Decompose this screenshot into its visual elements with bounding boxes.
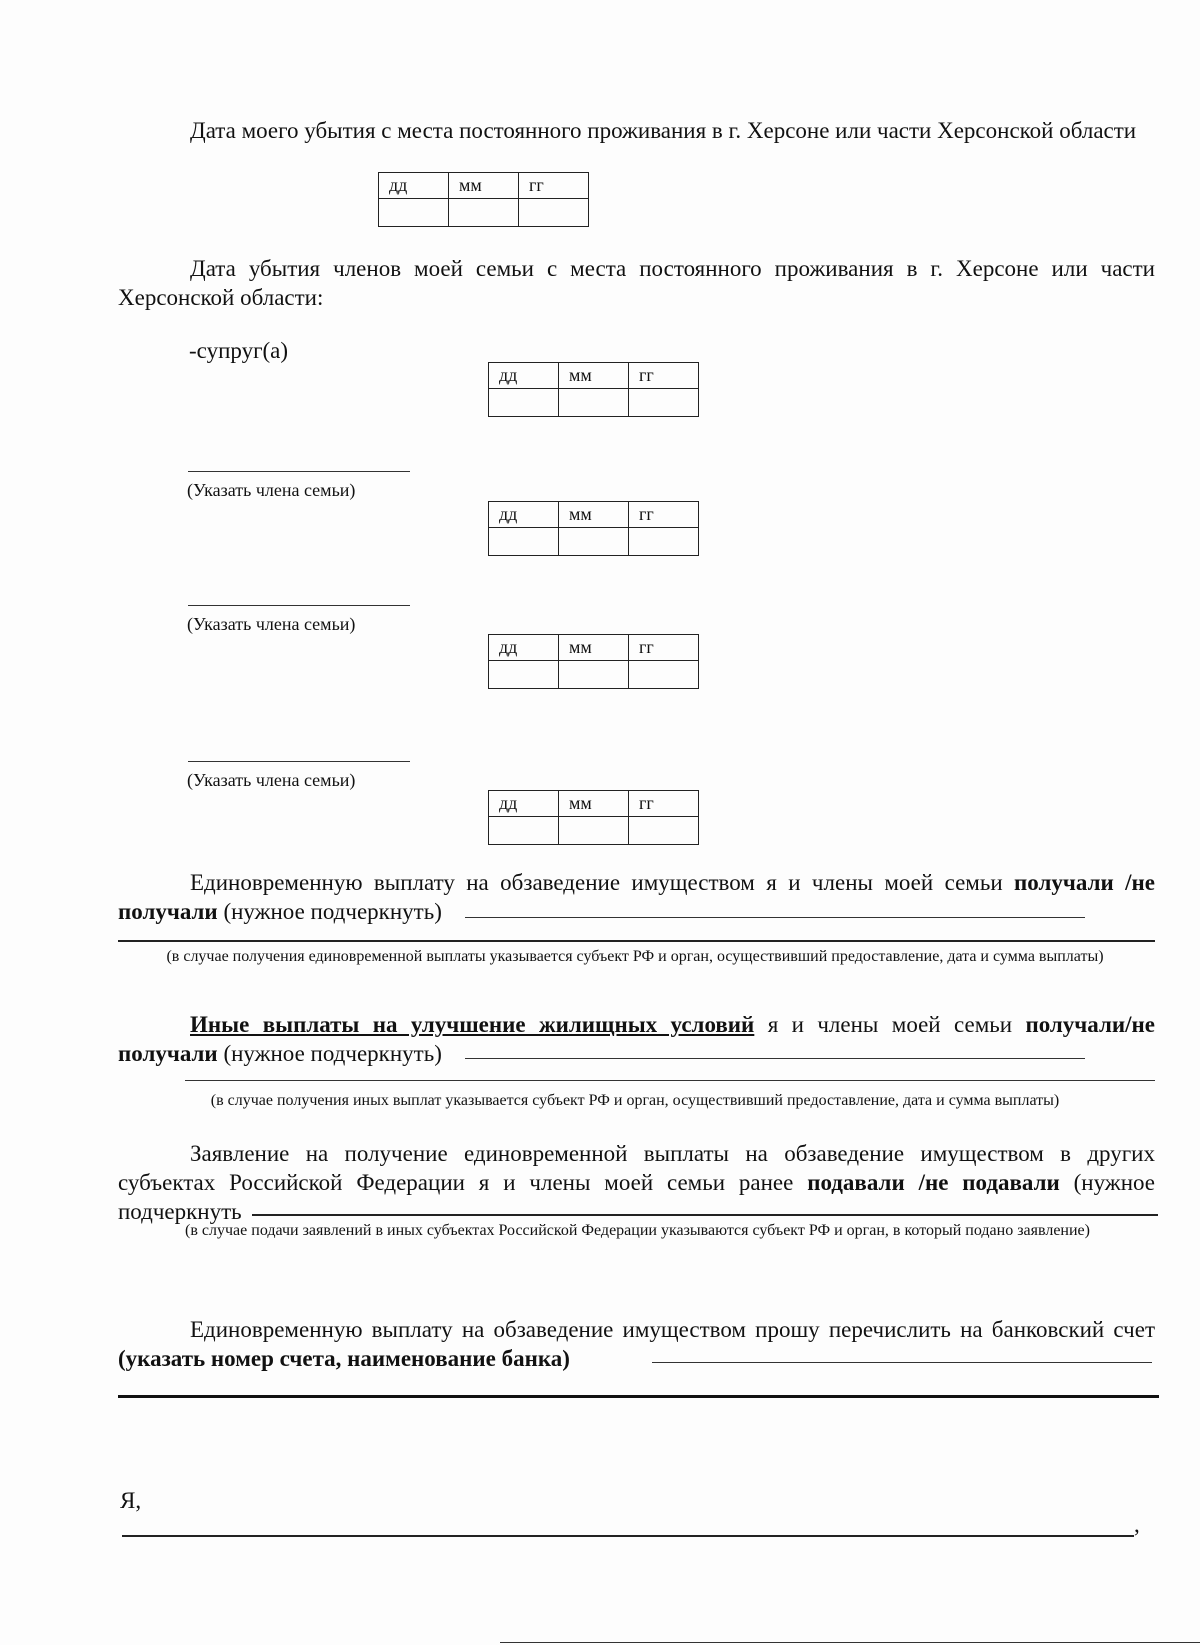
lump-sum-choice[interactable]: получали /не получали [118,870,1155,924]
family-member-1-label: (Указать члена семьи) [187,480,356,500]
date-year-header: гг [629,502,699,528]
date-month-header: мм [559,363,629,389]
application-text-start: Заявление на получение единовременной выплаты на обзаведение имуществом в других субъектах Российской Федерации я и члены моей семьи ранее [118,1141,1155,1195]
date-day-header: дд [489,635,559,661]
date-month-cell[interactable] [559,661,629,689]
date-day-header: дд [379,173,449,199]
own-departure-text: Дата моего убытия с места постоянного проживания в г. Херсоне или части Херсонской области [190,118,1137,143]
date-day-header: дд [489,363,559,389]
date-year-cell[interactable] [629,817,699,845]
date-day-header: дд [489,502,559,528]
family-member-2-label: (Указать члена семьи) [187,614,356,634]
own-departure-paragraph [118,116,1155,145]
date-month-cell[interactable] [559,528,629,556]
date-year-cell[interactable] [629,528,699,556]
other-payments-answer-line-2[interactable] [185,1080,1155,1081]
date-month-cell[interactable] [559,389,629,417]
family-member-1-date-table [488,501,699,556]
declarant-label: Я, [120,1488,142,1513]
date-day-cell[interactable] [489,528,559,556]
family-member-1-line[interactable] [188,471,410,472]
application-text-end: (нужное подчеркнуть [118,1170,1155,1224]
bank-paragraph [118,1315,1155,1373]
lump-sum-note: (в случае получения единовременной выплаты указывается субъект РФ и орган, осуществивший предоставление, дата и сумма выплаты) [166,948,1104,965]
date-day-cell[interactable] [489,389,559,417]
lump-sum-answer-line-2[interactable] [118,940,1155,942]
date-month-header: мм [559,502,629,528]
date-year-cell[interactable] [629,389,699,417]
date-month-cell[interactable] [559,817,629,845]
other-payments-paragraph [118,1010,1155,1068]
other-payments-heading: Иные выплаты на улучшение жилищных условий [190,1012,755,1037]
other-payments-choice[interactable]: получали/не получали [118,1012,1155,1066]
declarant-name-line[interactable] [122,1535,1134,1537]
family-departure-paragraph [118,254,1155,312]
application-answer-line[interactable] [252,1214,1158,1216]
page-edge-line [500,1642,1200,1643]
bank-account-line-2[interactable] [118,1395,1159,1398]
family-departure-text: Дата убытия членов моей семьи с места постоянного проживания в г. Херсоне или части Херсонской области: [118,256,1155,310]
date-year-header: гг [629,363,699,389]
bank-text-start: Единовременную выплату на обзаведение имуществом прошу перечислить на банковский счет [190,1317,1155,1342]
date-year-header: гг [519,173,589,199]
spouse-date-table [488,362,699,417]
lump-sum-answer-line[interactable] [465,917,1085,918]
date-day-cell[interactable] [489,817,559,845]
date-month-cell[interactable] [449,199,519,227]
date-day-cell[interactable] [379,199,449,227]
own-departure-date-table [378,172,589,227]
date-year-cell[interactable] [519,199,589,227]
application-choice[interactable]: подавали /не подавали [807,1170,1060,1195]
other-payments-text-end: (нужное подчеркнуть) [217,1041,442,1066]
application-note: (в случае подачи заявлений в иных субъектах Российской Федерации указываются субъект РФ и орган, в который подано заявление) [185,1222,1090,1239]
other-payments-text-mid: я и члены моей семьи [754,1012,1026,1037]
date-month-header: мм [559,791,629,817]
other-payments-answer-line[interactable] [465,1058,1085,1059]
lump-sum-text-start: Единовременную выплату на обзаведение имуществом я и члены моей семьи [190,870,1015,895]
date-month-header: мм [559,635,629,661]
family-member-3-date-table [488,790,699,845]
family-member-2-line[interactable] [188,605,410,606]
application-paragraph [118,1139,1155,1226]
spouse-label: -супруг(а) [189,338,289,363]
family-member-2-date-table [488,634,699,689]
date-day-cell[interactable] [489,661,559,689]
lump-sum-text-end: (нужное подчеркнуть) [217,899,442,924]
date-year-header: гг [629,791,699,817]
other-payments-note: (в случае получения иных выплат указывается субъект РФ и орган, осуществивший предоставление, дата и сумма выплаты) [210,1092,1060,1109]
date-year-header: гг [629,635,699,661]
date-month-header: мм [449,173,519,199]
bank-account-line[interactable] [652,1362,1152,1363]
declarant-comma: , [1134,1512,1140,1537]
family-member-3-line[interactable] [188,761,410,762]
date-year-cell[interactable] [629,661,699,689]
date-day-header: дд [489,791,559,817]
family-member-3-label: (Указать члена семьи) [187,770,356,790]
bank-instruction: (указать номер счета, наименование банка) [118,1346,570,1371]
